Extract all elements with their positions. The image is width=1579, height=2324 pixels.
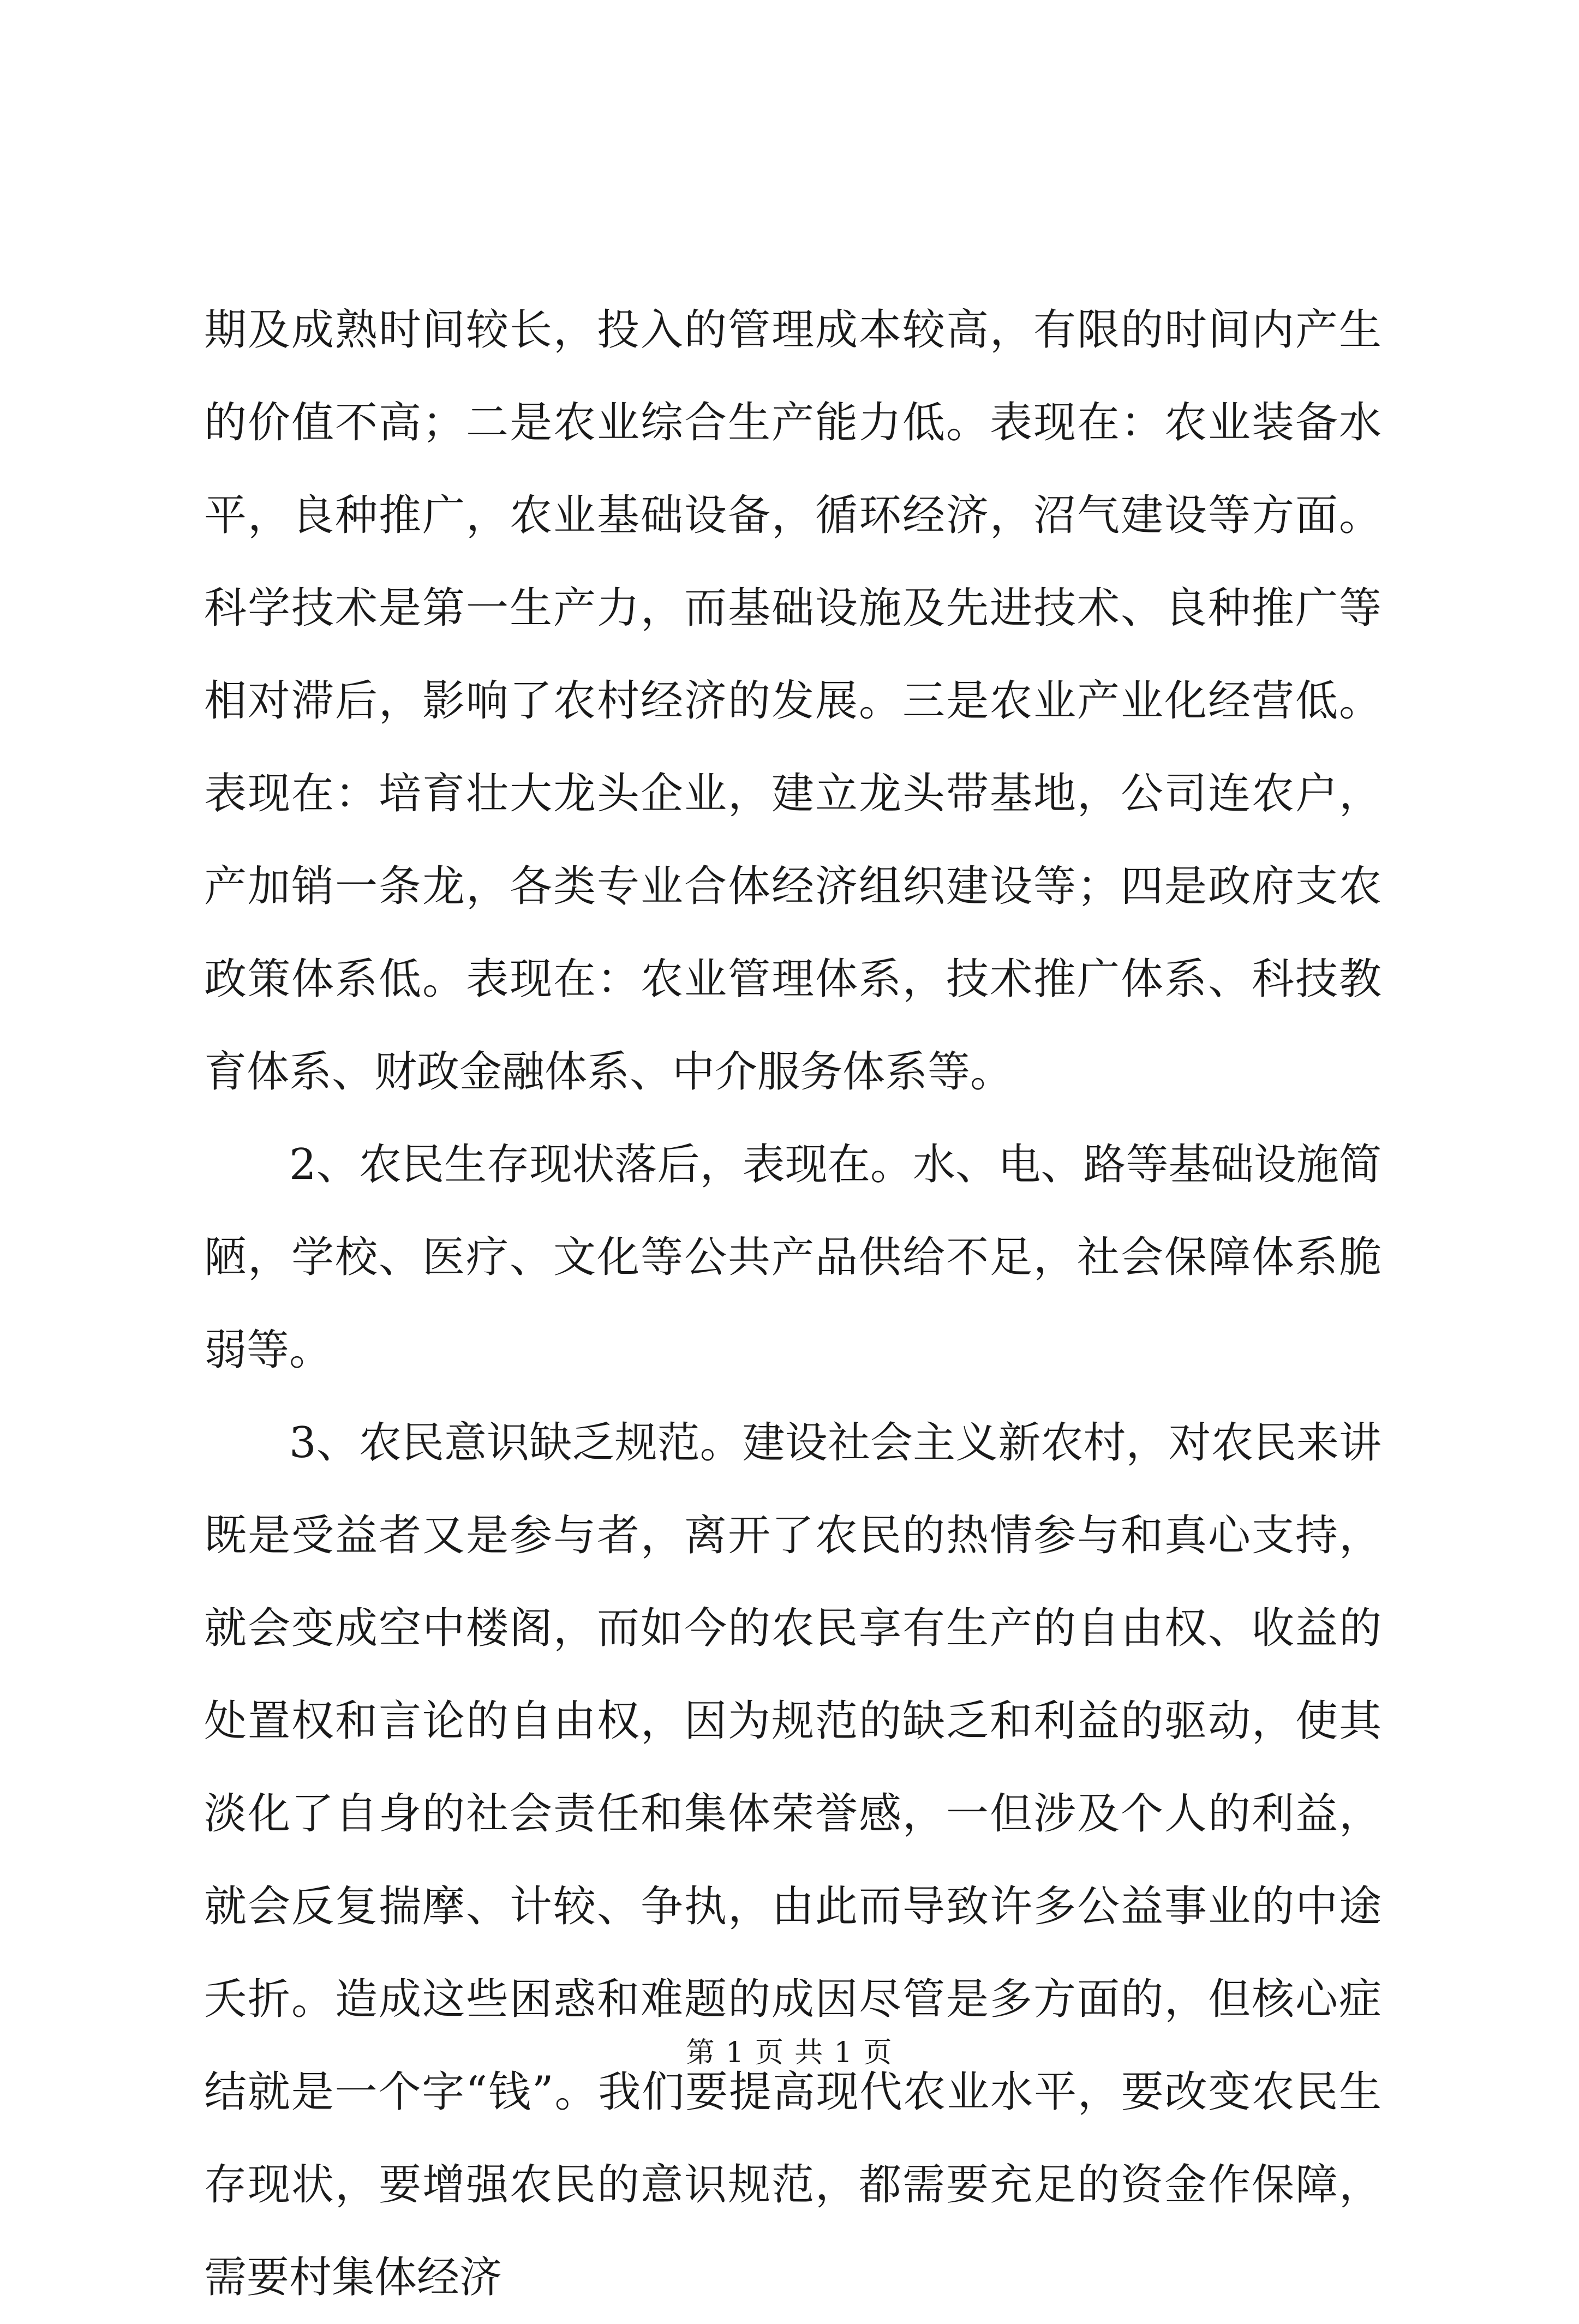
page-footer: 第 1 页 共 1 页 [686, 2037, 893, 2069]
paragraph-item-3: 3、农民意识缺乏规范。建设社会主义新农村，对农民来讲既是受益者又是参与者，离开了农民的热情参与和真心支持，就会变成空中楼阁，而如今的农民享有生产的自由权、收益的处置权和言论的自由权，因为规范的缺乏和利益的驱动，使其淡化了自身的社会责任和集体荣誉感，一但涉及个人的利益，就会反复揣摩、计较、争执，由此而导致许多公益事业的中途夭折。造成这些困惑和难题的成因尽管是多方面的，但核心症结就是一个字“钱”。我们要提高现代农业水平，要改变农民生存现状，要增强农民的意识规范，都需要充足的资金作保障，需要村集体经济 [204, 1418, 1381, 2302]
document-body [204, 284, 1381, 2324]
paragraph-item-2: 2、农民生存现状落后，表现在。水、电、路等基础设施简陋，学校、医疗、文化等公共产品供给不足，社会保障体系脆弱等。 [204, 1140, 1381, 1375]
paragraph-continuation: 期及成熟时间较长，投入的管理成本较高，有限的时间内产生的价值不高；二是农业综合生产能力低。表现在：农业装备水平，良种推广，农业基础设备，循环经济，沼气建设等方面。科学技术是第一生产力，而基础设施及先进技术、良种推广等相对滞后，影响了农村经济的发展。三是农业产业化经营低。表现在：培育壮大龙头企业，建立龙头带基地，公司连农户，产加销一条龙，各类专业合体经济组织建设等；四是政府支农政策体系低。表现在：农业管理体系，技术推广体系、科技教育体系、财政金融体系、中介服务体系等。 [204, 306, 1381, 1097]
